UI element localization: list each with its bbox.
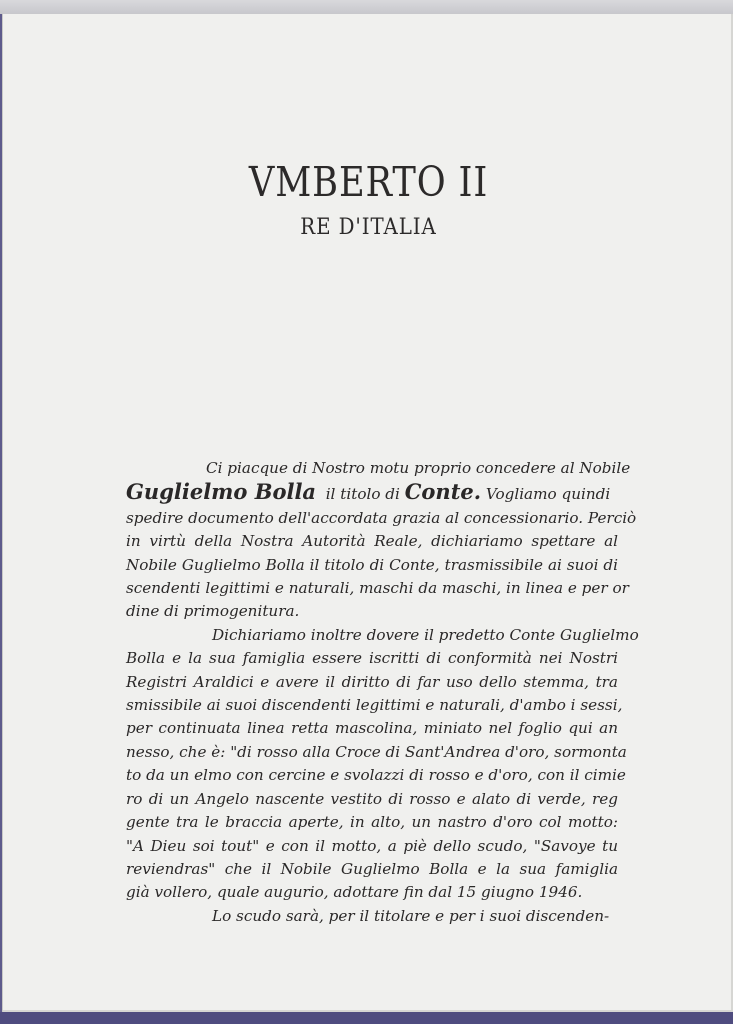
decree-text [126,457,639,928]
page-left-edge [2,14,3,1012]
text-fragment: Vogliamo quindi [485,485,611,504]
scanner-top-edge [0,0,733,14]
text-line: smissibile ai suoi discendenti legittimi e naturali, d'ambo i sessi, [126,696,623,715]
scanner-bottom-edge [0,1012,733,1024]
text-fragment: titolo di [340,485,400,504]
title-emphasis: Conte. [404,479,482,505]
text-line: Nobile Guglielmo Bolla il titolo di Conte, trasmissibile ai suoi di [126,555,618,574]
text-line: spedire documento dell'accordata grazia al concessionario. Perciò [126,508,637,527]
text-line-emphasis [126,480,618,506]
text-line: Ci piacque di Nostro motu proprio concedere al Nobile [206,459,631,477]
text-line: to da un elmo con cercine e svolazzi di rosso e d'oro, con il cimie [126,766,626,785]
text-fragment: il [320,485,341,504]
document-title: VMBERTO II [248,158,489,206]
text-line: in virtù della Nostra Autorità Reale, dichiariamo spettare al [126,532,618,551]
text-line: Lo scudo sarà, per il titolare e per i suoi discenden- [212,906,610,925]
text-line: nesso, che è: "di rosso alla Croce di Sant'Andrea d'oro, sormonta [126,742,627,761]
document-page [2,14,733,1012]
text-line: scendenti legittimi e naturali, maschi da maschi, in linea e per or [126,579,629,598]
text-line: Bolla e la sua famiglia essere iscritti di conformità nei Nostri [126,649,618,668]
name-emphasis: Guglielmo Bolla [126,479,317,505]
text-line: "A Dieu soi tout" e con il motto, a piè dello scudo, "Savoye tu [126,836,618,855]
text-line: dine di primogenitura. [126,602,300,621]
text-line: gente tra le braccia aperte, in alto, un nastro d'oro col motto: [126,813,618,832]
text-line: Registri Araldici e avere il diritto di far uso dello stemma, tra [126,672,618,691]
text-line: già vollero, quale augurio, adottare fin dal 15 giugno 1946. [126,883,583,902]
text-line: per continuata linea retta mascolina, miniato nel foglio qui an [126,719,618,738]
text-line: Dichiariamo inoltre dovere il predetto Conte Guglielmo [212,625,639,644]
text-line: ro di un Angelo nascente vestito di rosso e alato di verde, reg [126,789,618,808]
text-line: reviendras" che il Nobile Guglielmo Bolla e la sua famiglia [126,859,618,878]
document-subtitle: RE D'ITALIA [300,215,437,240]
